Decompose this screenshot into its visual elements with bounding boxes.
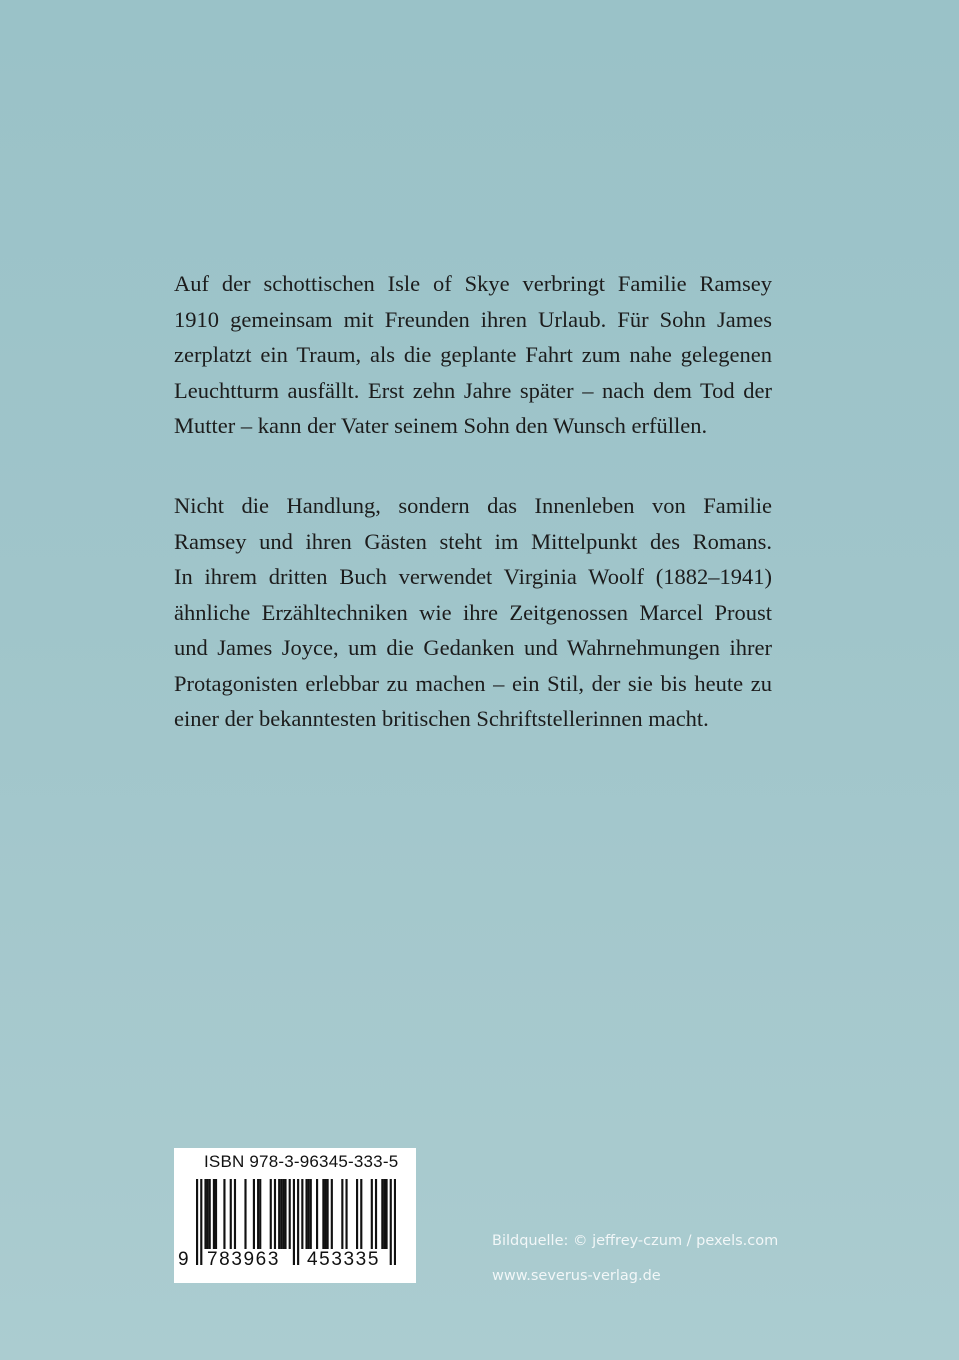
barcode-guard-bar	[200, 1179, 202, 1265]
barcode-bar	[289, 1179, 291, 1249]
barcode-bar	[381, 1179, 383, 1249]
barcode-bar	[204, 1179, 206, 1249]
barcode-bar	[207, 1179, 209, 1249]
barcode-bar	[383, 1179, 385, 1249]
barcode-bar	[244, 1179, 246, 1249]
blurb-line: Leuchtturm ausfällt. Erst zehn Jahre später – nach dem Tod der	[174, 377, 772, 403]
blurb-line: Ramsey und ihren Gästen steht im Mittelpunkt des Romans.	[174, 528, 772, 554]
blurb-line: einer der bekanntesten britischen Schriftstellerinnen macht.	[174, 706, 709, 731]
barcode-bar	[308, 1179, 310, 1249]
barcode-bar	[327, 1179, 329, 1249]
barcode-bar	[209, 1179, 211, 1249]
barcode-bar	[371, 1179, 373, 1249]
barcode-bar	[259, 1179, 261, 1249]
barcode-bar	[270, 1179, 272, 1249]
blurb-line: und James Joyce, um die Gedanken und Wahrnehmungen ihrer	[174, 635, 772, 660]
barcode-bar	[280, 1179, 282, 1249]
barcode-bar	[230, 1179, 232, 1249]
barcode-guard-bar	[390, 1179, 392, 1265]
blurb-line: 1910 gemeinsam mit Freunden ihren Urlaub. Für Sohn James	[174, 306, 772, 332]
barcode-bar	[360, 1179, 362, 1249]
barcode-guard-bar	[394, 1179, 396, 1265]
blurb-line: zerplatzt ein Traum, als die geplante Fahrt zum nahe gelegenen	[174, 342, 772, 367]
barcode-bar	[345, 1179, 347, 1249]
barcode-guard-bar	[293, 1179, 295, 1265]
isbn-barcode-box	[174, 1148, 416, 1283]
barcode-bar	[282, 1179, 284, 1249]
blurb-line: Protagonisten erlebbar zu machen – ein Stil, der sie bis heute zu	[174, 670, 772, 696]
blurb-line: Auf der schottischen Isle of Skye verbringt Familie Ramsey	[174, 271, 772, 296]
barcode-bar	[356, 1179, 358, 1249]
barcode-bar	[223, 1179, 225, 1249]
blurb-line: ähnliche Erzähltechniken wie ihre Zeitgenossen Marcel Proust	[174, 599, 772, 625]
barcode-bar	[310, 1179, 312, 1249]
barcode-bar	[274, 1179, 276, 1249]
blurb-line: In ihrem dritten Buch verwendet Virginia Woolf (1882–1941)	[174, 564, 772, 589]
barcode-bar	[257, 1179, 259, 1249]
barcode-bar	[324, 1179, 326, 1249]
ean-first-digit: 9	[178, 1249, 189, 1270]
barcode-bar	[322, 1179, 324, 1249]
blurb-paragraph-1	[174, 266, 772, 444]
isbn-label: ISBN 978-3-96345-333-5	[204, 1152, 399, 1171]
barcode-bar	[331, 1179, 333, 1249]
barcode-bar	[234, 1179, 236, 1249]
barcode-bar	[301, 1179, 303, 1249]
barcode-bar	[385, 1179, 387, 1249]
barcode-bar	[253, 1179, 255, 1249]
barcode-bar	[284, 1179, 286, 1249]
barcode-bar	[341, 1179, 343, 1249]
blurb-line: Nicht die Handlung, sondern das Innenleben von Familie	[174, 493, 772, 518]
barcode-guard-bar	[196, 1179, 198, 1265]
publisher-url[interactable]: www.severus-verlag.de	[492, 1268, 661, 1284]
barcode-bar	[305, 1179, 307, 1249]
blurb-paragraph-2	[174, 488, 772, 737]
barcode-bar	[215, 1179, 217, 1249]
barcode-guard-bar	[297, 1179, 299, 1265]
image-credit: Bildquelle: © jeffrey-czum / pexels.com	[492, 1233, 779, 1249]
barcode-bar	[375, 1179, 377, 1249]
ean-right-digits: 453335	[307, 1249, 381, 1270]
barcode-bar	[213, 1179, 215, 1249]
barcode-bar	[278, 1179, 280, 1249]
barcode-bar	[316, 1179, 318, 1249]
blurb-line: Mutter – kann der Vater seinem Sohn den Wunsch erfüllen.	[174, 413, 708, 438]
ean-left-digits: 783963	[207, 1249, 281, 1270]
